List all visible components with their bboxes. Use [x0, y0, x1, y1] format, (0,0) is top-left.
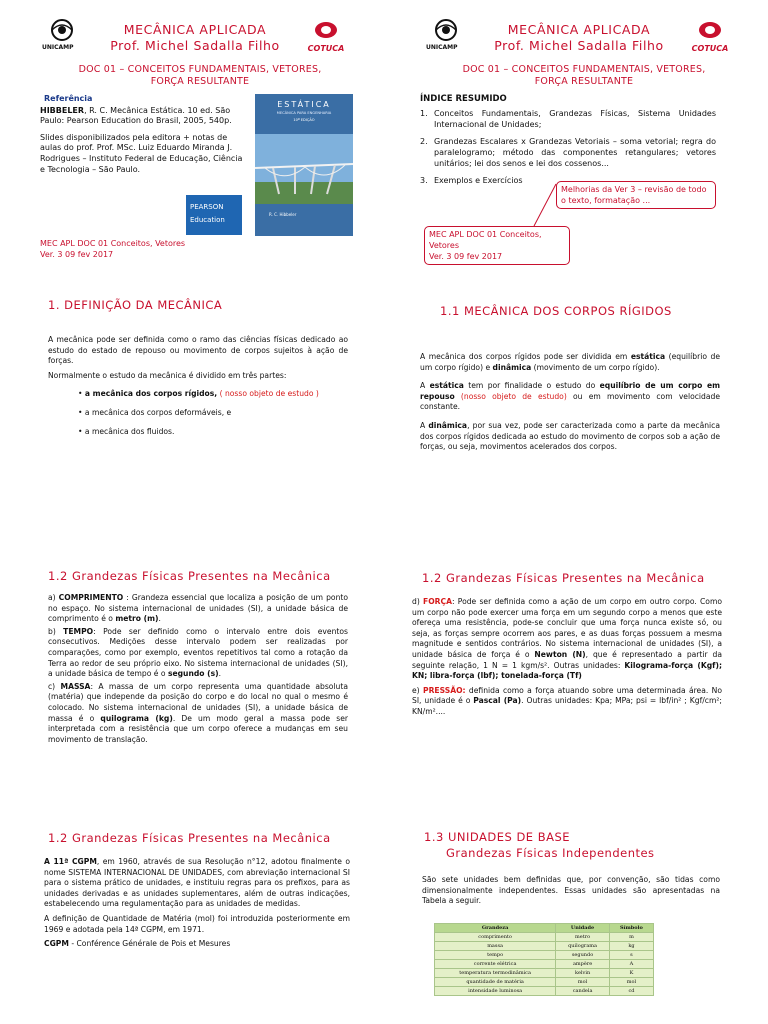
si-text: A 11ª CGPM, em 1960, através de sua Resolução n°12, adotou finalmente o nome SISTEMA INTERNACIONAL DE UNIDADES, com abreviação internacional SI para o sistema prático de unidades, e instituiu regras para os prefixos, para as unidades derivadas e as unidades suplementares, além de outras indicações, estabelecendo uma regulamentação para as unidades de medidas. A definição de Quantidade de Matéria (mol) foi introduzida posteriormente em 1969 e adotada pela 14ª CGPM, em 1971. CGPM - Conférence Générale de Pois et Mesures — [44, 857, 350, 949]
index-heading: ÍNDICE RESUMIDO — [420, 94, 507, 104]
definition-text: A mecânica pode ser definida como o ramo das ciências físicas dedicado ao estudo do estado de repouso ou movimento de corpos sujeitos à ação de forças. Normalmente o estudo da mecânica é dividido em três partes: • a mecânica dos corpos rígidos, ( nosso objeto de estudo ) • a mecânica dos corpos deformáveis, e • a mecânica dos fluidos. — [48, 335, 348, 436]
cotuca-logo-icon — [697, 20, 723, 40]
base-units-table — [434, 923, 654, 996]
index-item-3: 3. Exemplos e Exercícios — [420, 176, 523, 185]
quantities-text: a) COMPRIMENTO : Grandeza essencial que localiza a posição de um ponto no espaço. No sistema internacional de unidades (SI), a unidade básica de comprimento é o metro (m). b) TEMPO: Pode ser definido como o intervalo entre dois eventos consecutivos. Medições desse intervalo podem ser realizadas por comparações, como por exemplo, eventos repetitivos tal como a rotação da Terra ao redor de seu próprio eixo. No sistema internacional de unidades (SI), a unidade básica de tempo é o segundo (s). c) MASSA: A massa de um corpo representa uma quantidade absoluta (matéria) que independe da posição do corpo e do local no qual o mesmo é colocado. No sistema internacional de unidades (SI), a unidade básica de massa é o quilograma (kg). De um modo geral a massa pode ser interpretada com a resistência que um corpo oferece a mudanças em seu movimento de translação. — [48, 593, 349, 744]
course-title: MECÂNICA APLICADA Prof. Michel Sadalla Filho — [110, 22, 280, 53]
table-row: comprimento metro m — [435, 933, 654, 942]
doc-title: DOC 01 – CONCEITOS FUNDAMENTAIS, VETORES, FORÇA RESULTANTE — [78, 64, 322, 87]
slides-note: Slides disponibilizados pela editora + notas de aulas do prof. Prof. MSc. Luiz Eduardo Miranda J. Rodrigues – Instituto Federal de Educação, Ciência e Tecnologia – São Paulo. — [40, 132, 243, 174]
slide-quantities-1 — [0, 555, 384, 810]
table-row: massa quilograma kg — [435, 942, 654, 951]
version-footer: MEC APL DOC 01 Conceitos, Vetores Ver. 3 09 fev 2017 — [40, 239, 186, 259]
pearson-logo: PEARSON Education — [186, 195, 242, 235]
unicamp-label: UNICAMP — [42, 44, 74, 51]
slide-reference — [0, 0, 384, 270]
table-header-row: Grandeza Unidade Símbolo — [435, 924, 654, 933]
bridge-illustration-icon — [255, 134, 353, 204]
reference-heading: Referência — [44, 94, 93, 103]
index-item-1: 1. Conceitos Fundamentais, Grandezas Físicas, Sistema Unidades Internacional de Unidades; — [420, 109, 716, 129]
unicamp-logo-icon — [48, 18, 76, 46]
doc-title: DOC 01 – CONCEITOS FUNDAMENTAIS, VETORES, FORÇA RESULTANTE — [462, 64, 706, 87]
table-row: temperatura termodinâmica kelvin K — [435, 969, 654, 978]
table-row: tempo segundo s — [435, 951, 654, 960]
slide-rigid-bodies — [384, 280, 768, 550]
cotuca-logo: COTUCA — [690, 20, 730, 53]
table-row: corrente elétrica ampère A — [435, 960, 654, 969]
rigid-bodies-text: A mecânica dos corpos rígidos pode ser dividida em estática (equilíbrio de um corpo rígido) e dinâmica (movimento de um corpo rígido). A estática tem por finalidade o estudo do equilíbrio de um corpo em repouso (nosso objeto de estudo) ou em movimento com velocidade constante. A dinâmica, por sua vez, pode ser caracterizada como a parte da mecânica dos corpos rígidos dedicada ao estudo do movimento de corpos sob a ação de forças, ou seja, movimentos acelerados dos corpos. — [420, 352, 721, 452]
cotuca-logo-icon — [313, 20, 339, 40]
table-row: quantidade de matéria mol mol — [435, 978, 654, 987]
book-cover-image: ESTÁTICA MECÂNICA PARA ENGENHARIA 10ª EDIÇÃO R. C. Hibbeler — [255, 94, 353, 236]
index-item-2: 2. Grandezas Escalares x Grandezas Vetoriais – soma vetorial; regra do paralelogramo; método das componentes retangulares; vetores unitários; lei dos senos e lei dos cossenos... — [420, 137, 716, 168]
force-text: d) FORÇA: Pode ser definida como a ação de um corpo em outro corpo. Como um corpo não pode exercer uma força em um segundo corpo a menos que este ofereça uma resistência, pode-se concluir que uma força nunca existe só, ou seja, as forças sempre ocorrem aos pares, e as duas forças possuem a mesma magnitude e sentidos contrários. No sistema internacional de unidades (SI), a unidade básica de força é o Newton (N), que é representado a partir da seguinte relação, 1 N = 1 kgm/s². Outras unidades: Kilograma-força (Kgf); KN; libra-força (lbf); tonelada-força (Tf) e) PRESSÃO: definida como a força atuando sobre uma determinada área. No SI, unidade é o Pascal (Pa). Outras unidades: Kpa; MPa; psi = lbf/in² ; Kgf/cm²; KN/m².... — [412, 597, 723, 716]
slide-base-units — [384, 815, 768, 1024]
version-callout: MEC APL DOC 01 Conceitos, Vetores Ver. 3 09 fev 2017 — [424, 226, 570, 265]
slide-si-history — [0, 815, 384, 1024]
unicamp-label: UNICAMP — [426, 44, 458, 51]
course-title: MECÂNICA APLICADA Prof. Michel Sadalla Filho — [494, 22, 664, 53]
base-units-text: São sete unidades bem definidas que, por convenção, são tidas como dimensionalmente independentes. Essas unidades são apresentadas na Tabela a seguir. — [422, 875, 720, 906]
cotuca-logo: COTUCA — [306, 20, 346, 53]
bullet-deformable: • a mecânica dos corpos deformáveis, e — [78, 407, 232, 417]
section-title: 1.1 MECÂNICA DOS CORPOS RÍGIDOS — [440, 304, 672, 318]
bullet-fluids: • a mecânica dos fluidos. — [78, 426, 175, 436]
table-row: intensidade luminosa candela cd — [435, 987, 654, 996]
slide-definition — [0, 280, 384, 550]
unicamp-logo-icon — [432, 18, 460, 46]
reference-block — [40, 94, 248, 175]
section-title: 1.2 Grandezas Físicas Presentes na Mecânica — [48, 831, 331, 845]
section-title: 1.2 Grandezas Físicas Presentes na Mecânica — [422, 571, 705, 585]
section-title: 1.2 Grandezas Físicas Presentes na Mecânica — [48, 569, 331, 583]
bullet-rigid: • a mecânica dos corpos rígidos, ( nosso objeto de estudo ) — [78, 389, 319, 399]
index-list — [420, 108, 716, 192]
section-title: 1. DEFINIÇÃO DA MECÂNICA — [48, 298, 223, 312]
revision-callout: Melhorias da Ver 3 – revisão de todo o texto, formatação ... — [556, 181, 716, 209]
reference-citation: HIBBELER, R. C. Mecânica Estática. 10 ed. São Paulo: Pearson Education do Brasil, 2005, 540p. — [40, 105, 232, 126]
slide-quantities-2 — [384, 555, 768, 810]
section-title: 1.3 UNIDADES DE BASE Grandezas Físicas Independentes — [424, 830, 655, 860]
